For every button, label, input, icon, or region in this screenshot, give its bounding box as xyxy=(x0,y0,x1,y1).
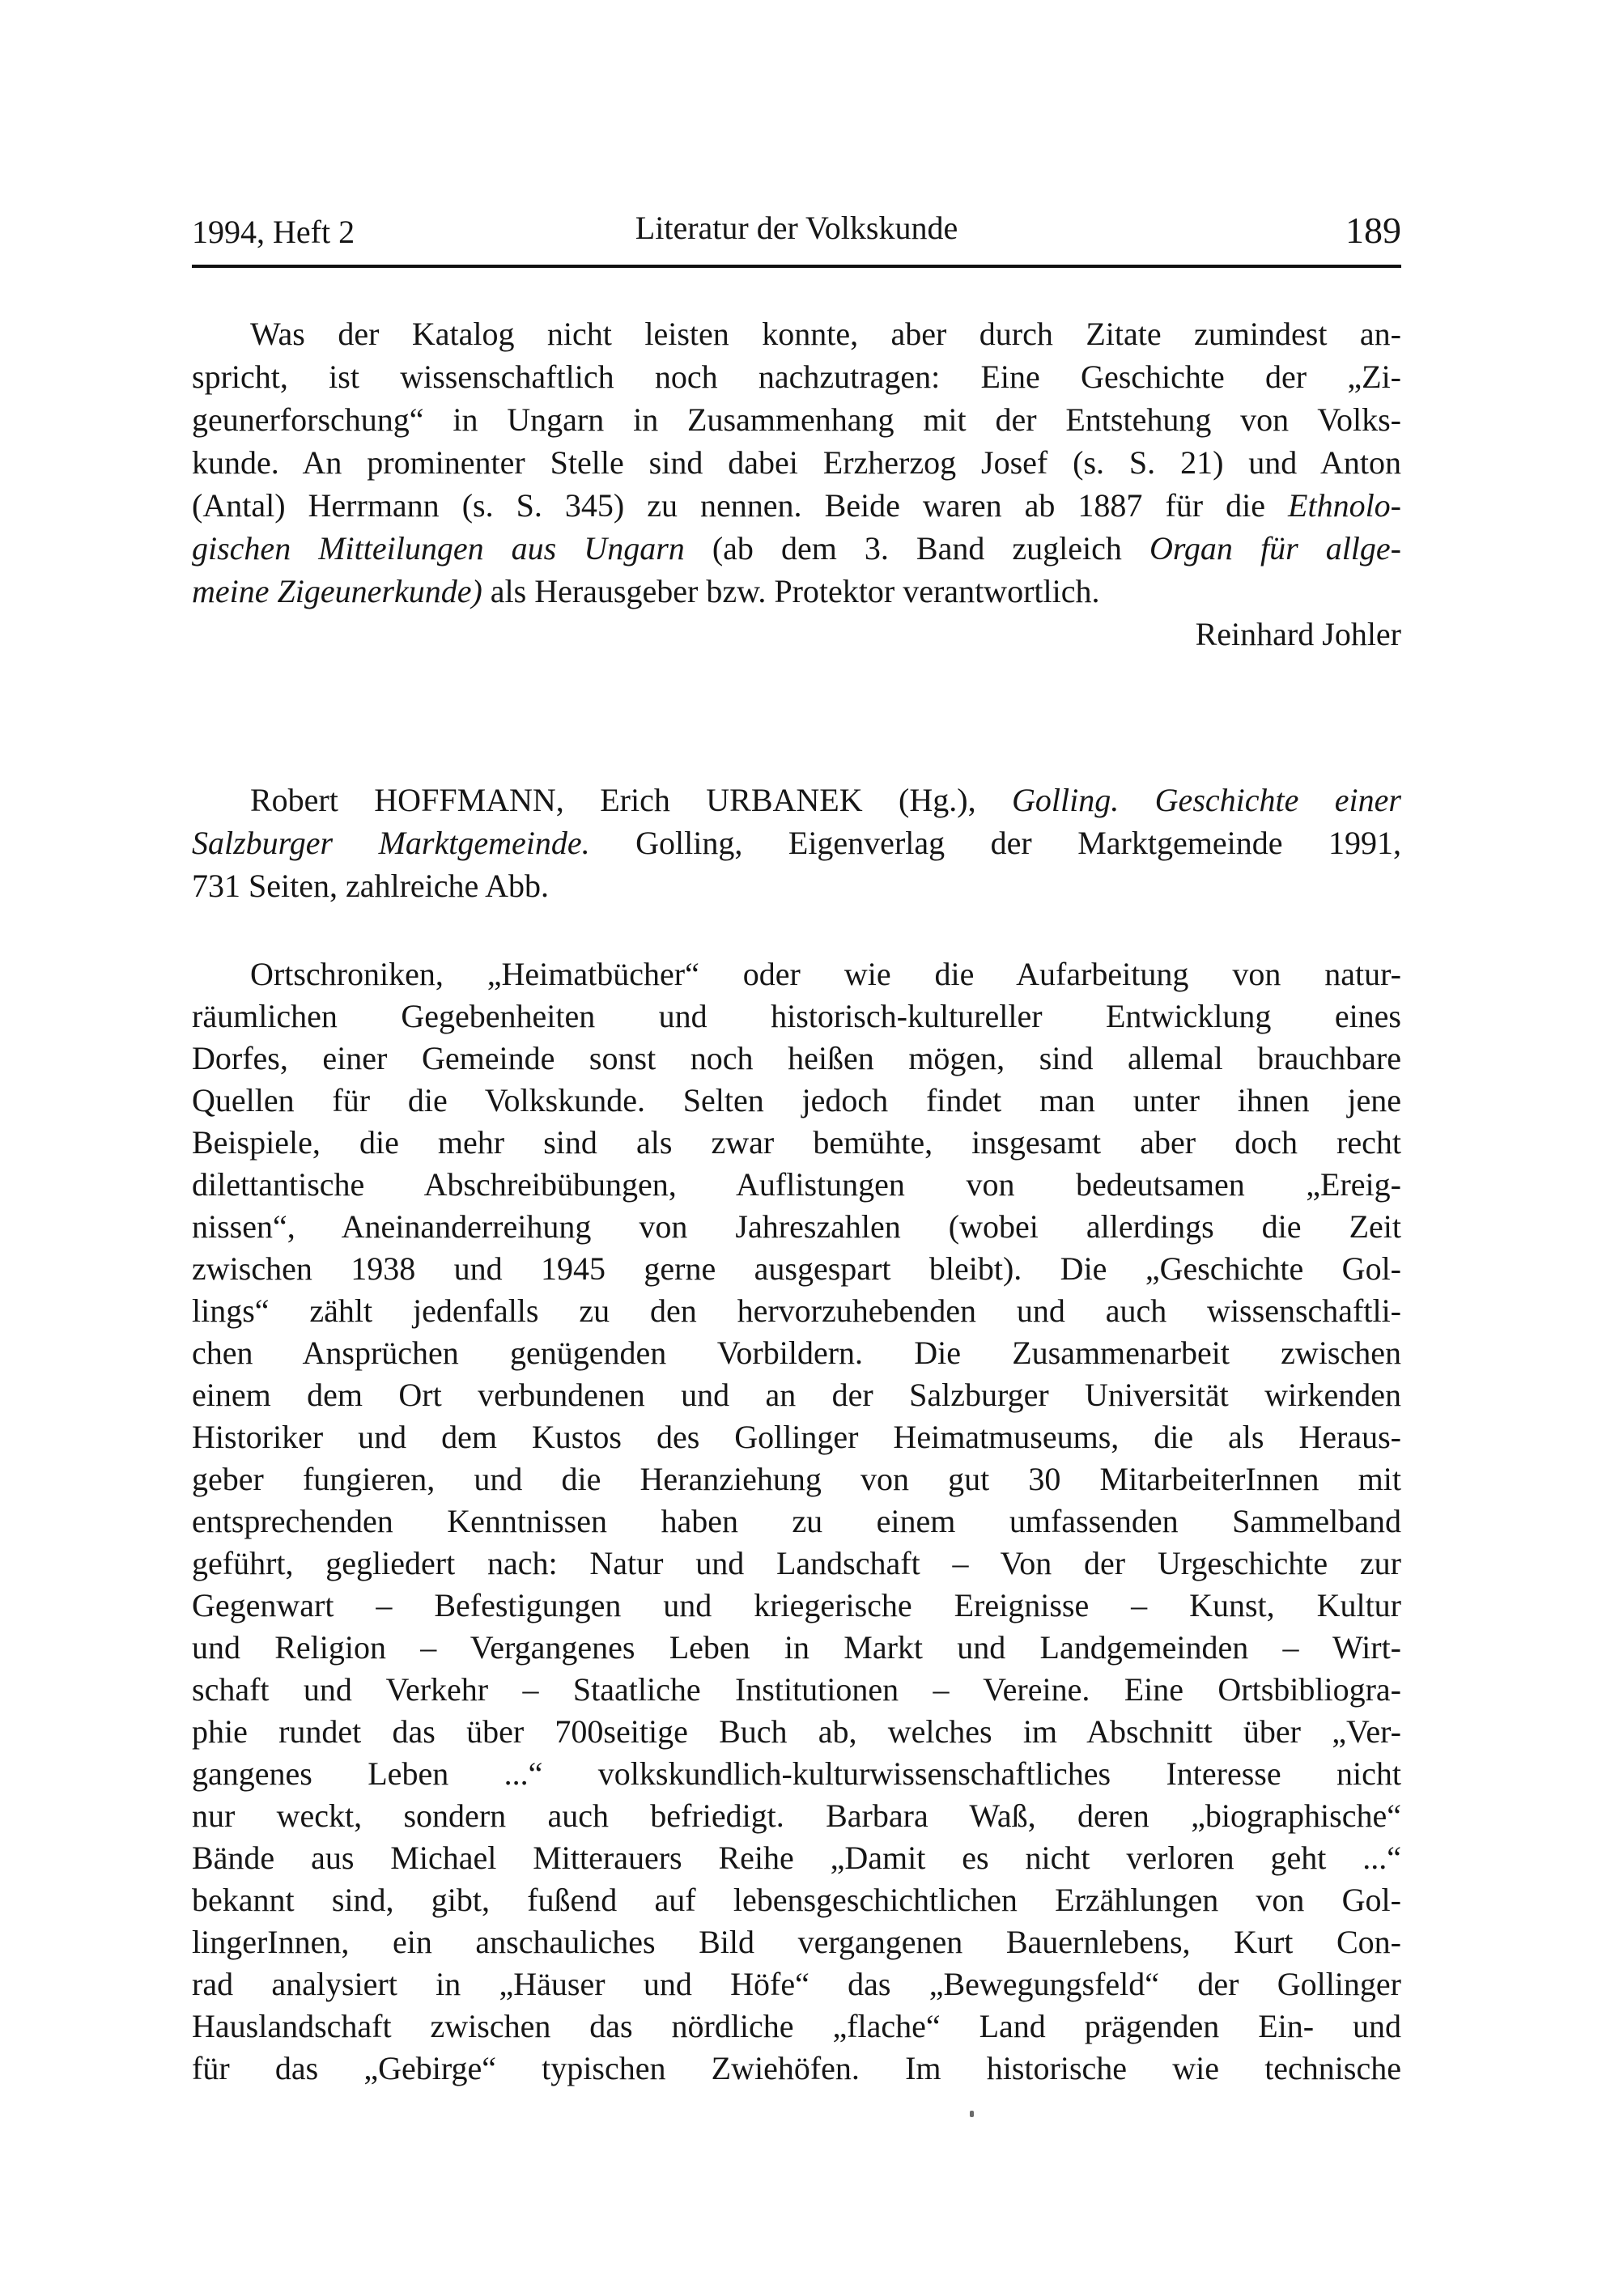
text-line: lings“ zählt jedenfalls zu den hervorzuhebenden und auch wissenschaftli- xyxy=(192,1292,1401,1329)
text-line: rad analysiert in „Häuser und Höfe“ das „Bewegungsfeld“ der Gollinger xyxy=(192,1966,1401,2002)
text-line: einem dem Ort verbundenen und an der Salzburger Universität wirkenden xyxy=(192,1377,1401,1413)
text-line: gischen Mitteilungen aus Ungarn (ab dem 3. Band zugleich Organ für allge- xyxy=(192,530,1401,567)
text-line: kunde. An prominenter Stelle sind dabei Erzherzog Josef (s. S. 21) und Anton xyxy=(192,444,1401,481)
text-line: nur weckt, sondern auch befriedigt. Barbara Waß, deren „biographische“ xyxy=(192,1797,1401,1834)
text-line: Bände aus Michael Mitterauers Reihe „Damit es nicht verloren geht ...“ xyxy=(192,1840,1401,1876)
text-line: und Religion – Vergangenes Leben in Markt und Landgemeinden – Wirt- xyxy=(192,1629,1401,1666)
text-line: räumlichen Gegebenheiten und historisch-kultureller Entwicklung eines xyxy=(192,998,1401,1034)
paragraph-lines xyxy=(192,953,1401,2090)
text-line: bekannt sind, gibt, fußend auf lebensgeschichtlichen Erzählungen von Gol- xyxy=(192,1882,1401,1918)
text-line: Quellen für die Volkskunde. Selten jedoch findet man unter ihnen jene xyxy=(192,1082,1401,1118)
text-line: Gegenwart – Befestigungen und kriegerische Ereignisse – Kunst, Kultur xyxy=(192,1587,1401,1623)
text-line: Was der Katalog nicht leisten konnte, aber durch Zitate zumindest an- xyxy=(250,316,1401,352)
text-line: Salzburger Marktgemeinde. Golling, Eigenverlag der Marktgemeinde 1991, xyxy=(192,825,1401,861)
text-line: dilettantische Abschreibübungen, Auflistungen von bedeutsamen „Ereig- xyxy=(192,1166,1401,1203)
text-line: entsprechenden Kenntnissen haben zu einem umfassenden Sammelband xyxy=(192,1503,1401,1539)
paragraph-lines xyxy=(192,312,1401,613)
text-line: Hauslandschaft zwischen das nördliche „flache“ Land prägenden Ein- und xyxy=(192,2008,1401,2044)
running-head xyxy=(192,209,1401,252)
text-line: gangenes Leben ...“ volkskundlich-kulturwissenschaftliches Interesse nicht xyxy=(192,1755,1401,1792)
text-line: chen Ansprüchen genügenden Vorbildern. Die Zusammenarbeit zwischen xyxy=(192,1335,1401,1371)
text-line: für das „Gebirge“ typischen Zwiehöfen. Im historische wie technische xyxy=(192,2050,1401,2086)
journal-section-title: Literatur der Volkskunde xyxy=(635,210,958,246)
text-line: Ortschroniken, „Heimatbücher“ oder wie die Aufarbeitung von natur- xyxy=(250,956,1401,992)
text-line: (Antal) Herrmann (s. S. 345) zu nennen. Beide waren ab 1887 für die Ethnolo- xyxy=(192,487,1401,524)
book-citation xyxy=(192,779,1401,907)
text-line: Robert HOFFMANN, Erich URBANEK (Hg.), Golling. Geschichte einer xyxy=(250,782,1401,818)
text-line: geführt, gegliedert nach: Natur und Landschaft – Von der Urgeschichte zur xyxy=(192,1545,1401,1581)
text-line: geber fungieren, und die Heranziehung von gut 30 MitarbeiterInnen mit xyxy=(192,1461,1401,1497)
review-paragraph-golling xyxy=(192,953,1401,2090)
review-paragraph-zigeunerforschung xyxy=(192,312,1401,656)
text-line: Dorfes, einer Gemeinde sonst noch heißen mögen, sind allemal brauchbare xyxy=(192,1040,1401,1076)
text-line: Beispiele, die mehr sind als zwar bemühte, insgesamt aber doch recht xyxy=(192,1124,1401,1161)
text-line: zwischen 1938 und 1945 gerne ausgespart bleibt). Die „Geschichte Gol- xyxy=(192,1250,1401,1287)
page-number: 189 xyxy=(1345,210,1401,251)
issue-label: 1994, Heft 2 xyxy=(192,214,355,250)
text-line: phie rundet das über 700seitige Buch ab, welches im Abschnitt über „Ver- xyxy=(192,1713,1401,1750)
paragraph-lines xyxy=(192,779,1401,907)
header-rule xyxy=(192,265,1401,268)
text-line: Historiker und dem Kustos des Gollinger Heimatmuseums, die als Heraus- xyxy=(192,1419,1401,1455)
scan-speck-artifact xyxy=(970,2111,974,2117)
text-line: lingerInnen, ein anschauliches Bild vergangenen Bauernlebens, Kurt Con- xyxy=(192,1924,1401,1960)
text-line: geunerforschung“ in Ungarn in Zusammenhang mit der Entstehung von Volks- xyxy=(192,401,1401,438)
text-line: nissen“, Aneinanderreihung von Jahreszahlen (wobei allerdings die Zeit xyxy=(192,1208,1401,1245)
text-line: schaft und Verkehr – Staatliche Institutionen – Vereine. Eine Ortsbibliogra- xyxy=(192,1671,1401,1708)
text-line: spricht, ist wissenschaftlich noch nachzutragen: Eine Geschichte der „Zi- xyxy=(192,359,1401,395)
reviewer-signature: Reinhard Johler xyxy=(1195,616,1401,652)
text-line: meine Zigeunerkunde) als Herausgeber bzw. Protektor verantwortlich. xyxy=(192,573,1100,609)
text-line: 731 Seiten, zahlreiche Abb. xyxy=(192,868,549,904)
